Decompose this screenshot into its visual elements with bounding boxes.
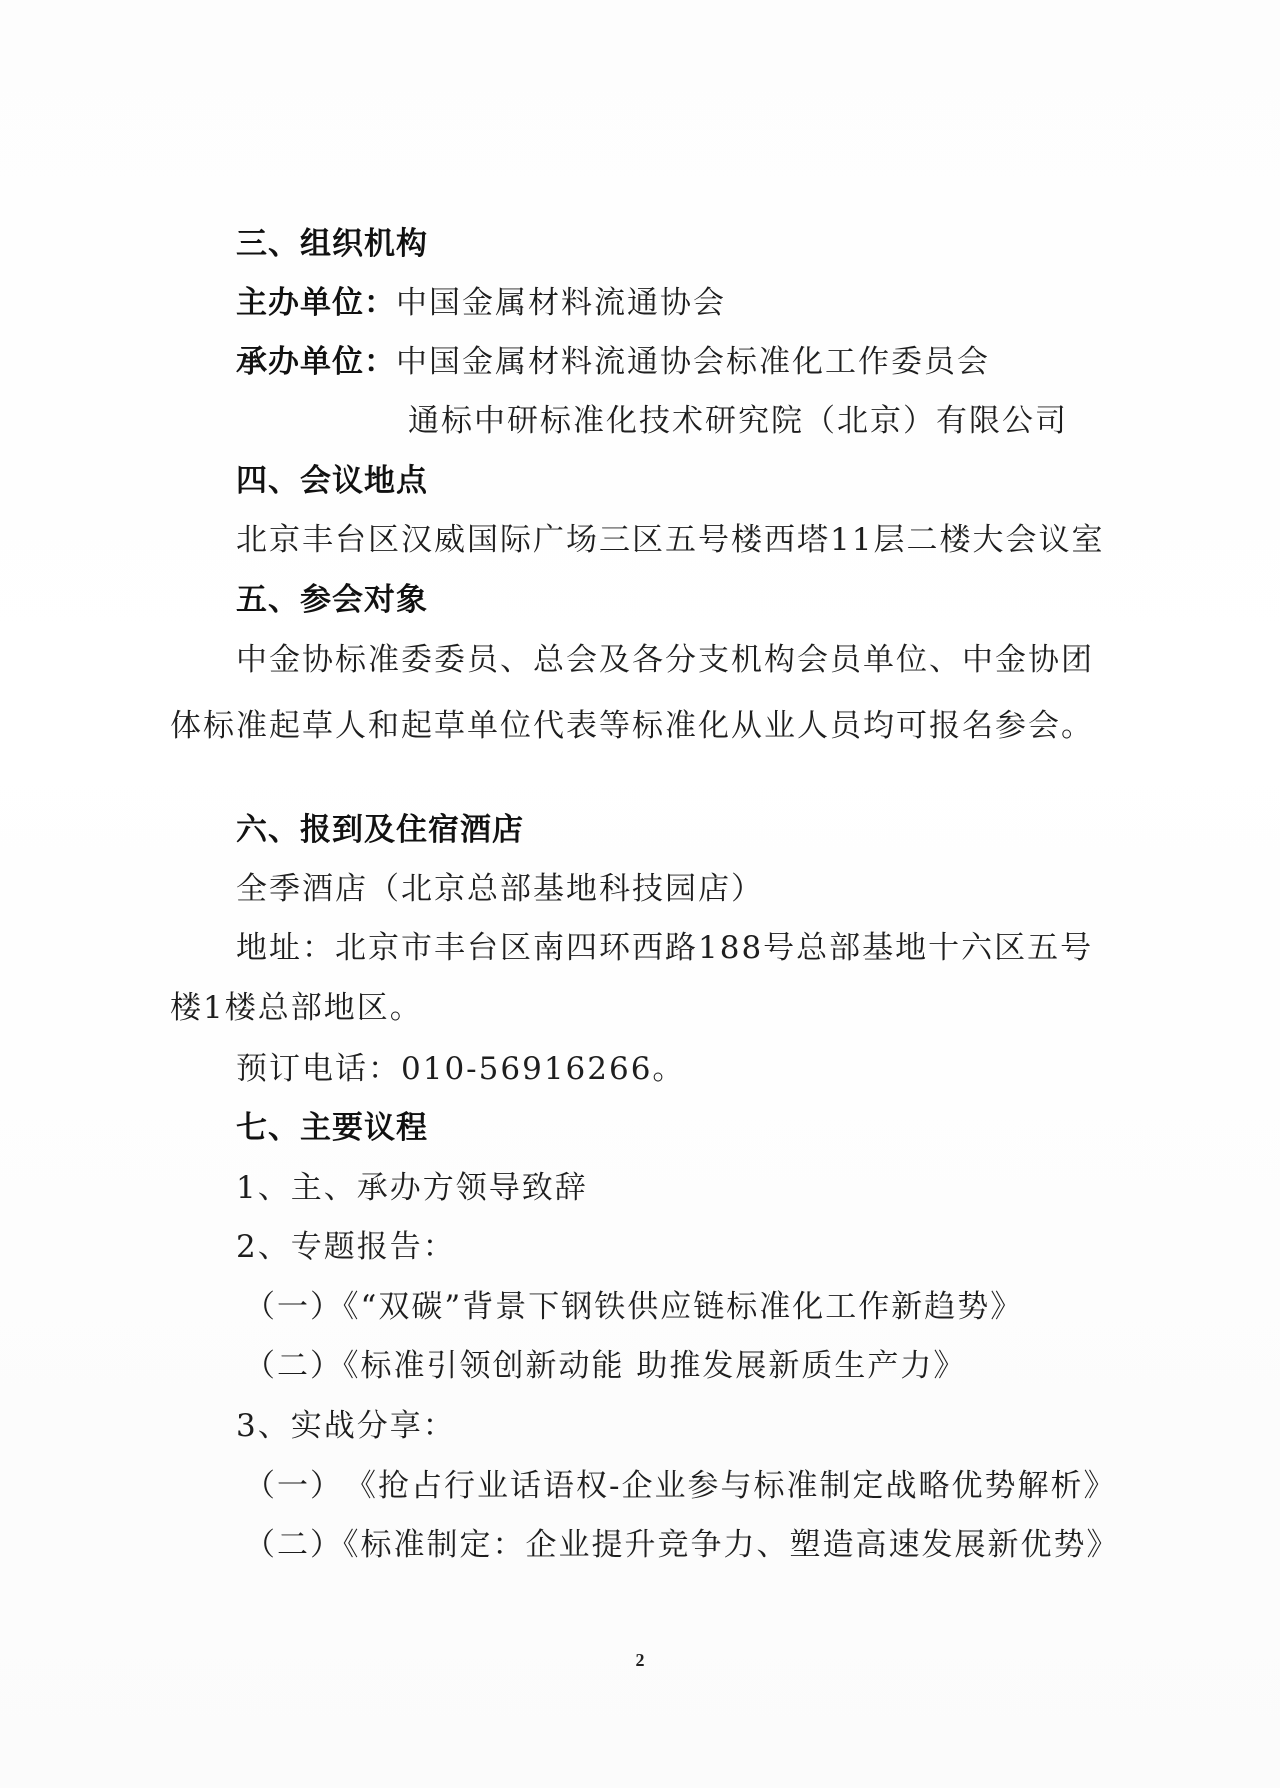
- agenda-item-2-2: （二）《标准引领创新动能 助推发展新质生产力》: [244, 1348, 967, 1384]
- hotel-phone: 预订电话：010-56916266。: [236, 1051, 686, 1087]
- agenda-item-3-2: （二）《标准制定：企业提升竞争力、塑造高速发展新优势》: [244, 1527, 1120, 1563]
- host-line: [236, 283, 726, 323]
- hotel-address-line-2: 楼1楼总部地区。: [170, 990, 423, 1026]
- agenda-item-3-1: （一） 《抢占行业话语权-企业参与标准制定战略优势解析》: [244, 1468, 1117, 1504]
- organizer-label: 承办单位：: [236, 344, 396, 380]
- section-heading-venue: 四、会议地点: [236, 463, 428, 499]
- hotel-address-line-1: 地址：北京市丰台区南四环西路188号总部基地十六区五号: [236, 930, 1094, 966]
- agenda-item-2: 2、专题报告：: [236, 1229, 456, 1265]
- section-heading-organization: 三、组织机构: [236, 226, 428, 262]
- host-value: 中国金属材料流通协会: [396, 285, 726, 321]
- section-heading-hotel: 六、报到及住宿酒店: [236, 812, 524, 848]
- agenda-item-1: 1、主、承办方领导致辞: [236, 1170, 588, 1206]
- section-heading-attendees: 五、参会对象: [236, 582, 428, 618]
- hotel-name: 全季酒店（北京总部基地科技园店）: [236, 871, 764, 907]
- host-label: 主办单位：: [236, 285, 396, 321]
- page-number: 2: [635, 1650, 645, 1670]
- agenda-item-2-1: （一）《“双碳”背景下钢铁供应链标准化工作新趋势》: [244, 1289, 1024, 1325]
- organizer-value-1: 中国金属材料流通协会标准化工作委员会: [396, 344, 990, 380]
- section-heading-agenda: 七、主要议程: [236, 1110, 428, 1146]
- organizer-value-2: 通标中研标准化技术研究院（北京）有限公司: [408, 403, 1068, 439]
- agenda-item-3: 3、实战分享：: [236, 1408, 456, 1444]
- organizer-line: [236, 342, 990, 382]
- venue-address: 北京丰台区汉威国际广场三区五号楼西塔11层二楼大会议室: [236, 522, 1105, 558]
- attendees-line-1: 中金协标准委委员、总会及各分支机构会员单位、中金协团: [236, 642, 1094, 678]
- attendees-line-2: 体标准起草人和起草单位代表等标准化从业人员均可报名参会。: [170, 708, 1094, 744]
